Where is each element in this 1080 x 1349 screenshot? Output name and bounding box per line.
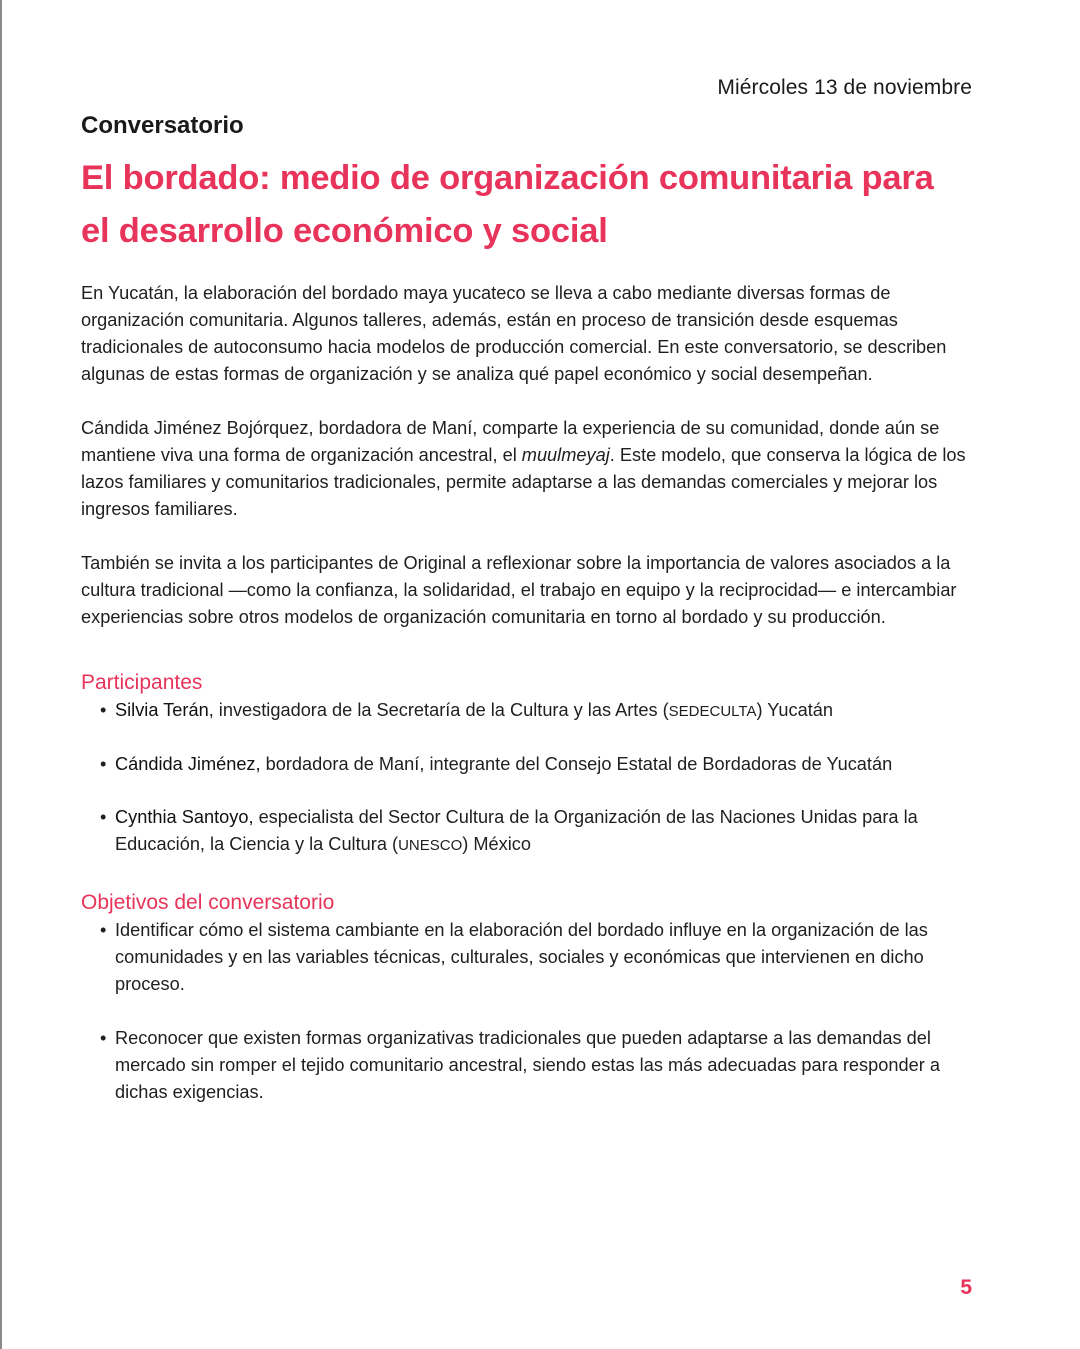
page-edge-rule	[0, 0, 2, 1349]
paragraph-text: Cándida Jiménez Bojórquez, bordadora de Maní, comparte la experiencia de su comunidad, donde aún se mantiene viva una forma de organización ancestral, el	[81, 418, 940, 465]
list-item	[81, 804, 971, 859]
participant-name: Cynthia Santoyo,	[115, 807, 254, 827]
event-date: Miércoles 13 de noviembre	[717, 76, 972, 99]
participant-acronym: UNESCO	[398, 837, 463, 854]
participants-heading: Participantes	[81, 671, 203, 694]
bullet-icon: •	[100, 807, 107, 827]
article	[81, 110, 971, 1106]
participant-acronym: SEDECULTA	[668, 703, 757, 720]
page-title: El bordado: medio de organización comunitaria para el desarrollo económico y social	[81, 159, 934, 250]
objective-text: Identificar cómo el sistema cambiante en la elaboración del bordado influye en la organización de las comunidades y en las variables técnicas, culturales, sociales y económicas que intervienen en dicho proceso.	[115, 920, 928, 994]
emphasis-term: muulmeyaj	[521, 445, 610, 465]
participants-list	[81, 697, 971, 859]
bullet-icon: •	[100, 700, 107, 720]
bullet-icon: •	[100, 1028, 107, 1048]
bullet-icon: •	[100, 754, 107, 774]
page-number: 5	[960, 1276, 972, 1299]
objectives-list	[81, 917, 971, 1106]
body-paragraph-3: También se invita a los participantes de Original a reflexionar sobre la importancia de valores asociados a la cultura tradicional —como la confianza, la solidaridad, el trabajo en equipo y la reciprocidad— e intercambiar experiencias sobre otros modelos de organización comunitaria en torno al bordado y su producción.	[81, 553, 957, 627]
participant-desc: bordadora de Maní, integrante del Consejo Estatal de Bordadoras de Yucatán	[260, 754, 893, 774]
bullet-icon: •	[100, 920, 107, 940]
section-kicker: Conversatorio	[81, 112, 244, 139]
participant-desc: especialista del Sector Cultura de la Organización de las Naciones Unidas para la Educación, la Ciencia y la Cultura (	[115, 807, 918, 854]
objective-text: Reconocer que existen formas organizativas tradicionales que pueden adaptarse a las demandas del mercado sin romper el tejido comunitario ancestral, siendo estas las más adecuadas para responder a dichas exigencias.	[115, 1028, 940, 1102]
list-item	[81, 751, 971, 778]
list-item	[81, 697, 971, 725]
body-paragraph-2	[81, 415, 971, 523]
list-item	[81, 917, 971, 998]
objectives-heading: Objetivos del conversatorio	[81, 891, 335, 914]
participant-desc: ) Yucatán	[756, 700, 833, 720]
participant-name: Cándida Jiménez,	[115, 754, 261, 774]
list-item	[81, 1025, 971, 1106]
intro-paragraph: En Yucatán, la elaboración del bordado maya yucateco se lleva a cabo mediante diversas formas de organización comunitaria. Algunos talleres, además, están en proceso de transición desde esquemas tradicionales de autoconsumo hacia modelos de producción comercial. En este conversatorio, se describen algunas de estas formas de organización y se analiza qué papel económico y social desempeñan.	[81, 283, 947, 384]
participant-desc: ) México	[462, 834, 531, 854]
participant-desc: , investigadora de la Secretaría de la Cultura y las Artes (	[208, 700, 669, 720]
participant-name: Silvia Terán	[115, 700, 209, 720]
paragraph-text: . Este modelo, que conserva la lógica de los lazos familiares y comunitarios tradicionales, permite adaptarse a las demandas comerciales y mejorar los ingresos familiares.	[81, 445, 966, 519]
